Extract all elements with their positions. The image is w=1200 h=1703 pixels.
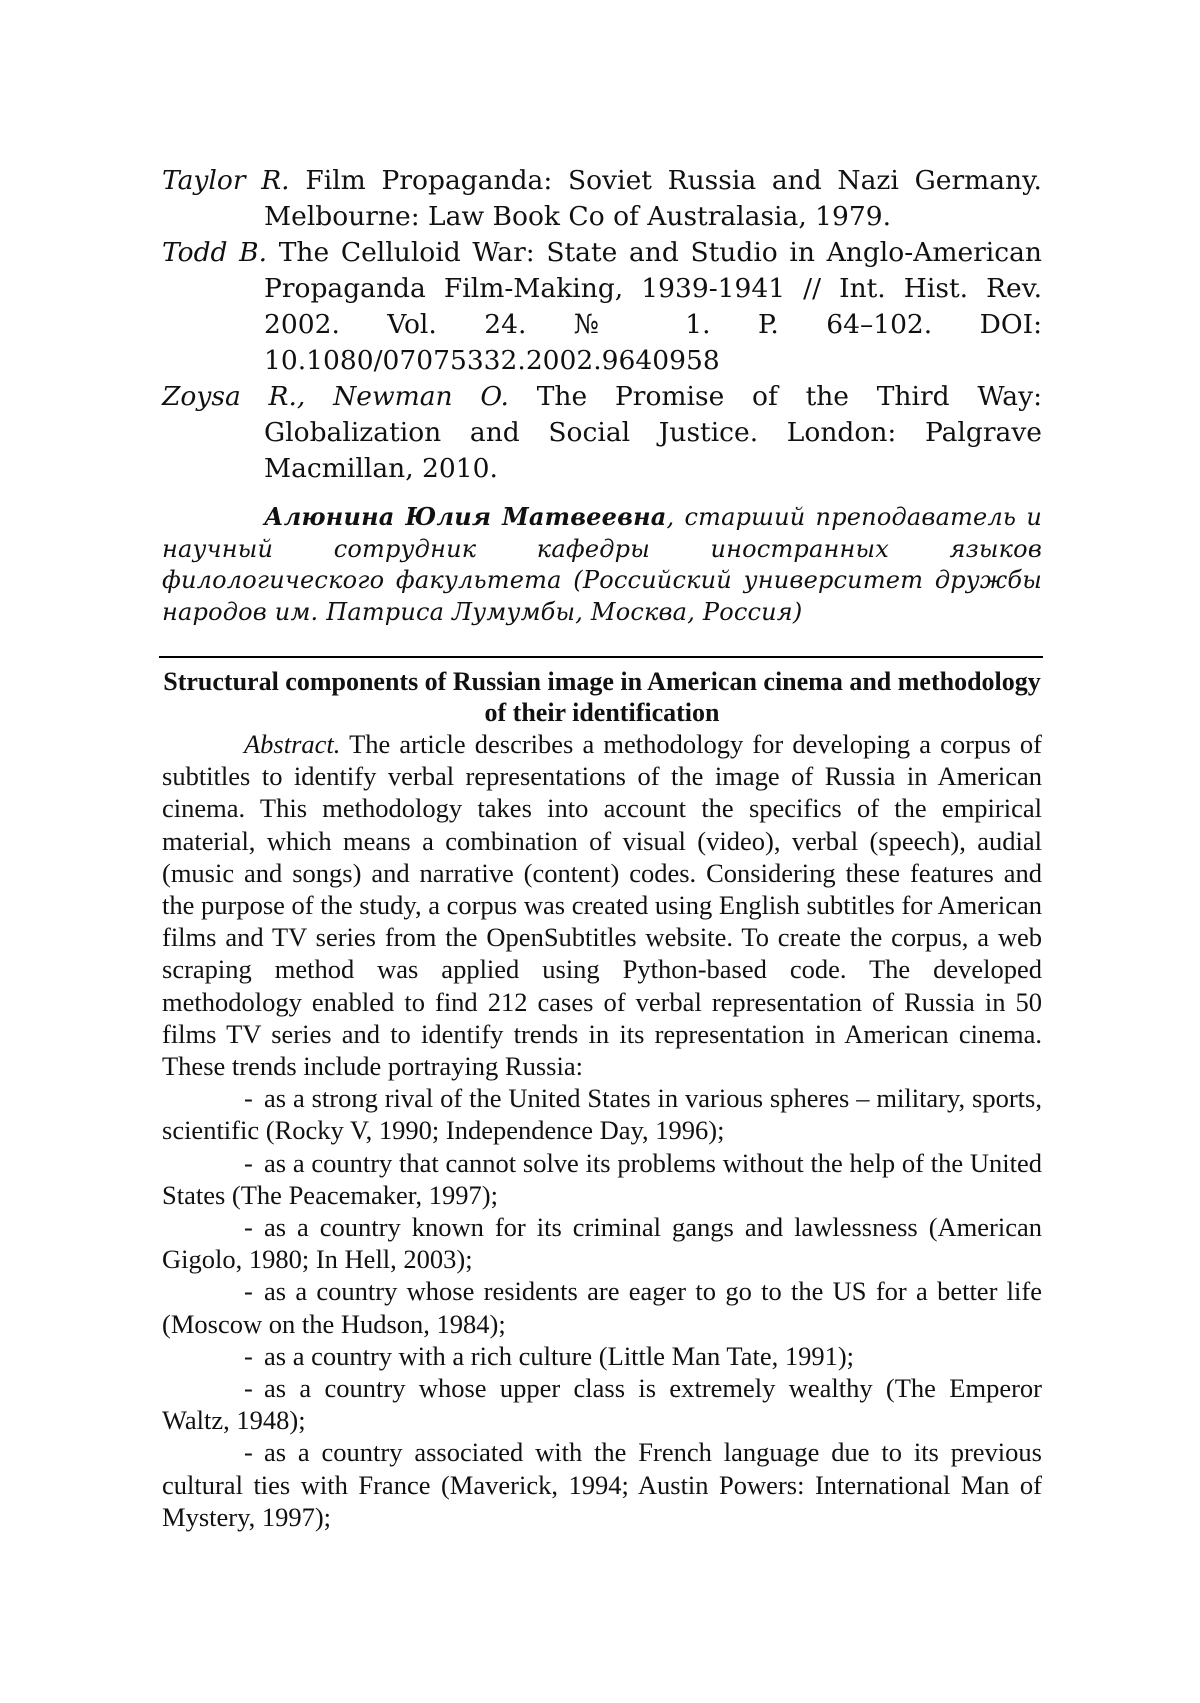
list-item-text: as a country whose upper class is extremely wealthy (The Emperor Waltz, 1948); (162, 1373, 1042, 1435)
reference-author: Zoysa R., Newman O. (162, 381, 509, 412)
list-item (162, 1275, 1042, 1339)
abstract-label: Abstract. (244, 729, 340, 759)
bullet-marker: - (244, 1147, 264, 1179)
reference-text: The Promise of the Third Way: Globalization and Social Justice. London: Palgrave Macmillan, 2010. (264, 381, 1042, 484)
abstract-text: The article describes a methodology for developing a corpus of subtitles to identify verbal representations of the image of Russia in American cinema. This methodology takes into account the specifics of the empirical material, which means a combination of visual (video), verbal (speech), audial (music and songs) and narrative (content) codes. Considering these features and the purpose of the study, a corpus was created using English subtitles for American films and TV series from the OpenSubtitles website. To create the corpus, a web scraping method was applied using Python-based code. The developed methodology enabled to find 212 cases of verbal representation of Russia in 50 films TV series and to identify trends in its representation in American cinema. These trends include portraying Russia: (162, 729, 1042, 1081)
list-item-text: as a country with a rich culture (Little Man Tate, 1991); (264, 1341, 854, 1371)
list-item-text: as a country whose residents are eager to go to the US for a better life (Moscow on the Hudson, 1984); (162, 1276, 1042, 1338)
list-item-text: as a country associated with the French language due to its previous cultural ties with France (Maverick, 1994; Austin Powers: International Man of Mystery, 1997); (162, 1437, 1042, 1531)
section-divider (159, 656, 1043, 658)
list-item (162, 1372, 1042, 1436)
bullet-marker: - (244, 1275, 264, 1307)
abstract-paragraph (162, 728, 1042, 1082)
page-content (162, 163, 1042, 1533)
reference-item (162, 379, 1042, 487)
reference-item (162, 235, 1042, 379)
bullet-marker: - (244, 1340, 264, 1372)
article-title: Structural components of Russian image in American cinema and methodology of their identification (162, 666, 1042, 728)
reference-text: The Celluloid War: State and Studio in Anglo-American Propaganda Film-Making, 1939-1941 // Int. Hist. Rev. 2002. Vol. 24. № 1. P. 64–102. DOI: 10.1080/07075332.2002.9640958 (264, 237, 1042, 376)
reference-list (162, 163, 1042, 487)
bullet-marker: - (244, 1372, 264, 1404)
abstract-section (162, 728, 1042, 1533)
list-item-text: as a country that cannot solve its problems without the help of the United States (The Peacemaker, 1997); (162, 1148, 1042, 1210)
author-name: Алюнина Юлия Матвеевна (264, 502, 667, 531)
list-item (162, 1147, 1042, 1211)
reference-item (162, 163, 1042, 235)
reference-text: Film Propaganda: Soviet Russia and Nazi Germany. Melbourne: Law Book Co of Australasia, 1979. (264, 165, 1042, 232)
reference-author: Taylor R. (162, 165, 290, 196)
bullet-marker: - (244, 1436, 264, 1468)
list-item (162, 1082, 1042, 1146)
list-item (162, 1436, 1042, 1533)
reference-author: Todd B. (162, 237, 267, 268)
bullet-marker: - (244, 1082, 264, 1114)
author-details: , старший преподаватель и научный сотрудник кафедры иностранных языков филологического факультета (Российский университет дружбы народов им. Патриса Лумумбы, Москва, Россия) (162, 503, 1042, 626)
author-info (162, 501, 1042, 628)
list-item-text: as a strong rival of the United States in various spheres – military, sports, scientific (Rocky V, 1990; Independence Day, 1996); (162, 1083, 1042, 1145)
list-item (162, 1340, 1042, 1372)
list-item (162, 1211, 1042, 1275)
list-item-text: as a country known for its criminal gangs and lawlessness (American Gigolo, 1980; In Hell, 2003); (162, 1212, 1042, 1274)
bullet-marker: - (244, 1211, 264, 1243)
